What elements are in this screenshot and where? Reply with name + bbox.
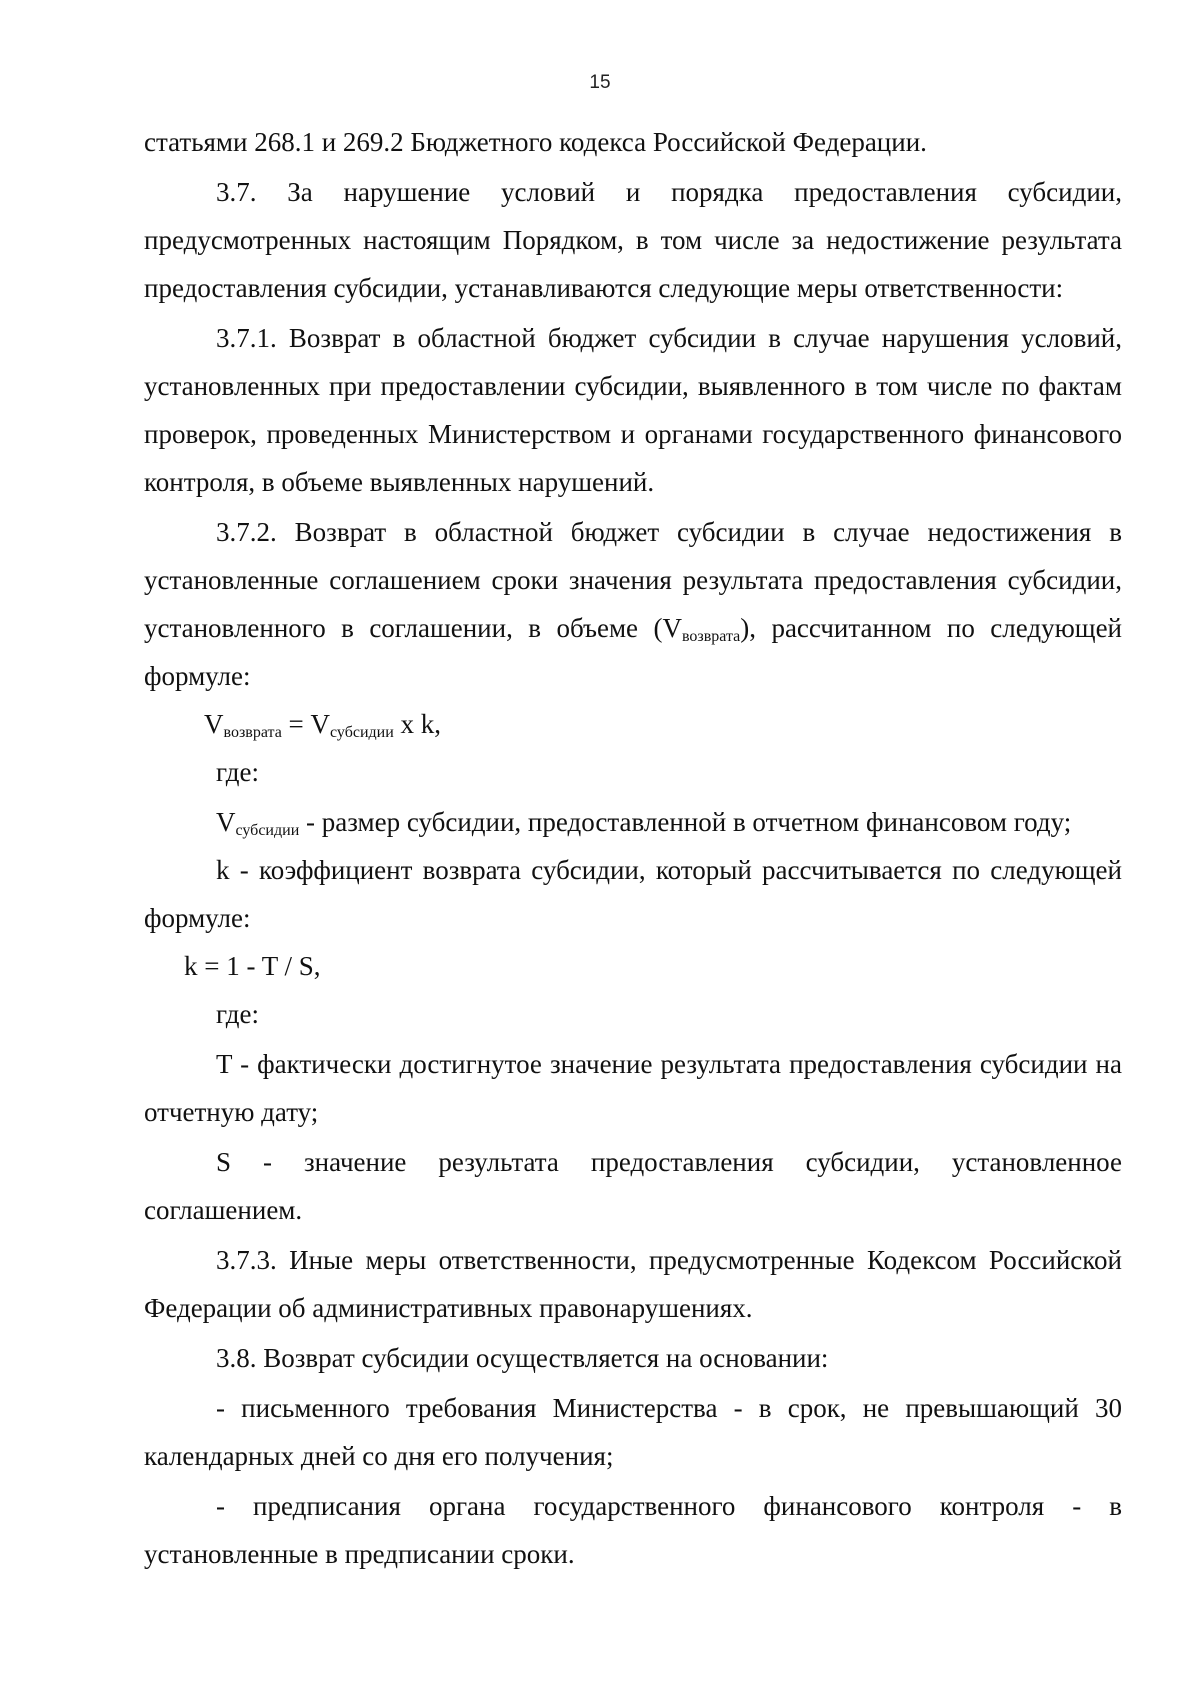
paragraph-3-7-2-text-b: ), рассчитанном по следующей формуле: [144, 613, 1123, 691]
def-v-text: - размер субсидии, предоставленной в отчетном финансовом году; [299, 807, 1072, 837]
definition-t: T - фактически достигнутое значение результата предоставления субсидии на отчетную дату; [144, 1049, 1122, 1127]
def-v-sub: субсидии [235, 822, 300, 839]
page-number: 15 [589, 72, 611, 93]
paragraph-3-7-2-text-a: 3.7.2. Возврат в областной бюджет субсидии в случае недостижения в установленные соглашением сроки значения результата предоставления субсидии, установленного в соглашении, в объеме (V [144, 517, 1122, 643]
formula-sub1: возврата [223, 724, 282, 741]
formula-sub2: субсидии [330, 724, 394, 741]
definition-k: k - коэффициент возврата субсидии, который рассчитывается по следующей формуле: [144, 855, 1122, 933]
formula-eq: = V [281, 709, 331, 739]
definition-v-subsidii [144, 798, 1122, 846]
def-v-letter: V [216, 807, 236, 837]
document-body [144, 118, 1122, 1578]
formula-v1: V [204, 709, 224, 739]
paragraph-continuation: статьями 268.1 и 269.2 Бюджетного кодекса Российской Федерации. [144, 127, 927, 157]
formula-tail: x k, [393, 709, 442, 739]
where-label-1: где: [216, 757, 259, 787]
subscript-vozvrata: возврата [681, 628, 741, 645]
paragraph-3-7: 3.7. За нарушение условий и порядка предоставления субсидии, предусмотренных настоящим Порядком, в том числе за недостижение результата предоставления субсидии, устанавливаются следующие меры ответственности: [144, 177, 1122, 303]
formula-v-vozvrata [144, 700, 1122, 748]
list-item-prescription: - предписания органа государственного финансового контроля - в установленные в предписании сроки. [144, 1491, 1122, 1569]
formula-k: k = 1 - T / S, [184, 951, 321, 981]
where-label-2: где: [216, 999, 259, 1029]
list-item-requirement: - письменного требования Министерства - в срок, не превышающий 30 календарных дней со дня его получения; [144, 1393, 1122, 1471]
paragraph-3-7-3: 3.7.3. Иные меры ответственности, предусмотренные Кодексом Российской Федерации об административных правонарушениях. [144, 1245, 1122, 1323]
definition-s: S - значение результата предоставления субсидии, установленное соглашением. [144, 1147, 1122, 1225]
paragraph-3-8: 3.8. Возврат субсидии осуществляется на основании: [216, 1343, 829, 1373]
paragraph-3-7-2 [144, 508, 1122, 700]
paragraph-3-7-1: 3.7.1. Возврат в областной бюджет субсидии в случае нарушения условий, установленных при предоставлении субсидии, выявленного в том числе по фактам проверок, проведенных Министерством и органами государственного финансового контроля, в объеме выявленных нарушений. [144, 323, 1122, 497]
